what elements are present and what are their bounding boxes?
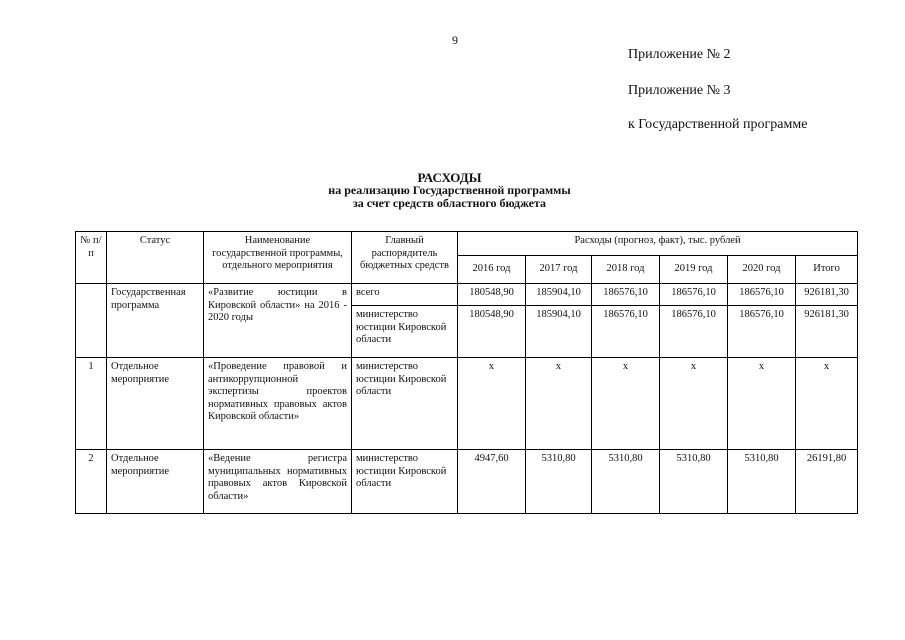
header-name: Наименование государственной программы, отдельного мероприятия	[204, 232, 352, 284]
row-manager: министерство юстиции Кировской области	[352, 358, 458, 450]
row-name: «Проведение правовой и антикоррупционной экспертизы проектов нормативных правовых актов Кировской области»	[204, 358, 352, 450]
table-row	[76, 450, 858, 514]
header-year-2017: 2017 год	[526, 256, 592, 284]
appendix-3-label: Приложение № 3	[628, 83, 731, 98]
table-row	[76, 358, 858, 450]
document-title	[0, 171, 905, 210]
value-2020: 186576,10	[728, 306, 796, 358]
header-status: Статус	[107, 232, 204, 284]
appendix-2-label: Приложение № 2	[628, 47, 731, 62]
row-manager: министерство юстиции Кировской области	[352, 450, 458, 514]
title-line-3: за счет средств областного бюджета	[352, 196, 547, 210]
row-name: «Ведение регистра муниципальных нормативных правовых актов Кировской области»	[204, 450, 352, 514]
header-num: № п/п	[76, 232, 107, 284]
value-2018: х	[592, 358, 660, 450]
row-name: «Развитие юстиции в Кировской области» на 2016 - 2020 годы	[204, 284, 352, 358]
value-2017: 5310,80	[526, 450, 592, 514]
row-status: Отдельное мероприятие	[107, 358, 204, 450]
row-manager: министерство юстиции Кировской области	[352, 306, 458, 358]
row-status: Государственная программа	[107, 284, 204, 358]
value-2020: х	[728, 358, 796, 450]
value-2020: 186576,10	[728, 284, 796, 306]
value-2016: 180548,90	[458, 306, 526, 358]
value-2016: 4947,60	[458, 450, 526, 514]
header-row	[76, 232, 858, 256]
value-2016: х	[458, 358, 526, 450]
value-total: 26191,80	[796, 450, 858, 514]
header-manager: Главный распорядитель бюджетных средств	[352, 232, 458, 284]
value-2019: х	[660, 358, 728, 450]
header-total: Итого	[796, 256, 858, 284]
value-2017: х	[526, 358, 592, 450]
value-2018: 186576,10	[592, 284, 660, 306]
title-line-1: РАСХОДЫ	[417, 170, 482, 185]
value-2019: 5310,80	[660, 450, 728, 514]
title-line-2: на реализацию Государственной программы	[328, 183, 571, 197]
value-2017: 185904,10	[526, 284, 592, 306]
value-2018: 186576,10	[592, 306, 660, 358]
header-year-2019: 2019 год	[660, 256, 728, 284]
page-number: 9	[452, 33, 458, 47]
row-num: 1	[76, 358, 107, 450]
value-2019: 186576,10	[660, 306, 728, 358]
value-2018: 5310,80	[592, 450, 660, 514]
value-total: х	[796, 358, 858, 450]
row-num	[76, 284, 107, 358]
value-2019: 186576,10	[660, 284, 728, 306]
value-2017: 185904,10	[526, 306, 592, 358]
value-2020: 5310,80	[728, 450, 796, 514]
expenses-table	[75, 231, 858, 514]
header-year-2016: 2016 год	[458, 256, 526, 284]
header-year-2020: 2020 год	[728, 256, 796, 284]
header-year-2018: 2018 год	[592, 256, 660, 284]
value-2016: 180548,90	[458, 284, 526, 306]
row-status: Отдельное мероприятие	[107, 450, 204, 514]
value-total: 926181,30	[796, 306, 858, 358]
row-manager: всего	[352, 284, 458, 306]
table-row	[76, 284, 858, 306]
row-num: 2	[76, 450, 107, 514]
appendix-program-label: к Государственной программе	[628, 117, 808, 132]
value-total: 926181,30	[796, 284, 858, 306]
header-expenses: Расходы (прогноз, факт), тыс. рублей	[458, 232, 858, 256]
